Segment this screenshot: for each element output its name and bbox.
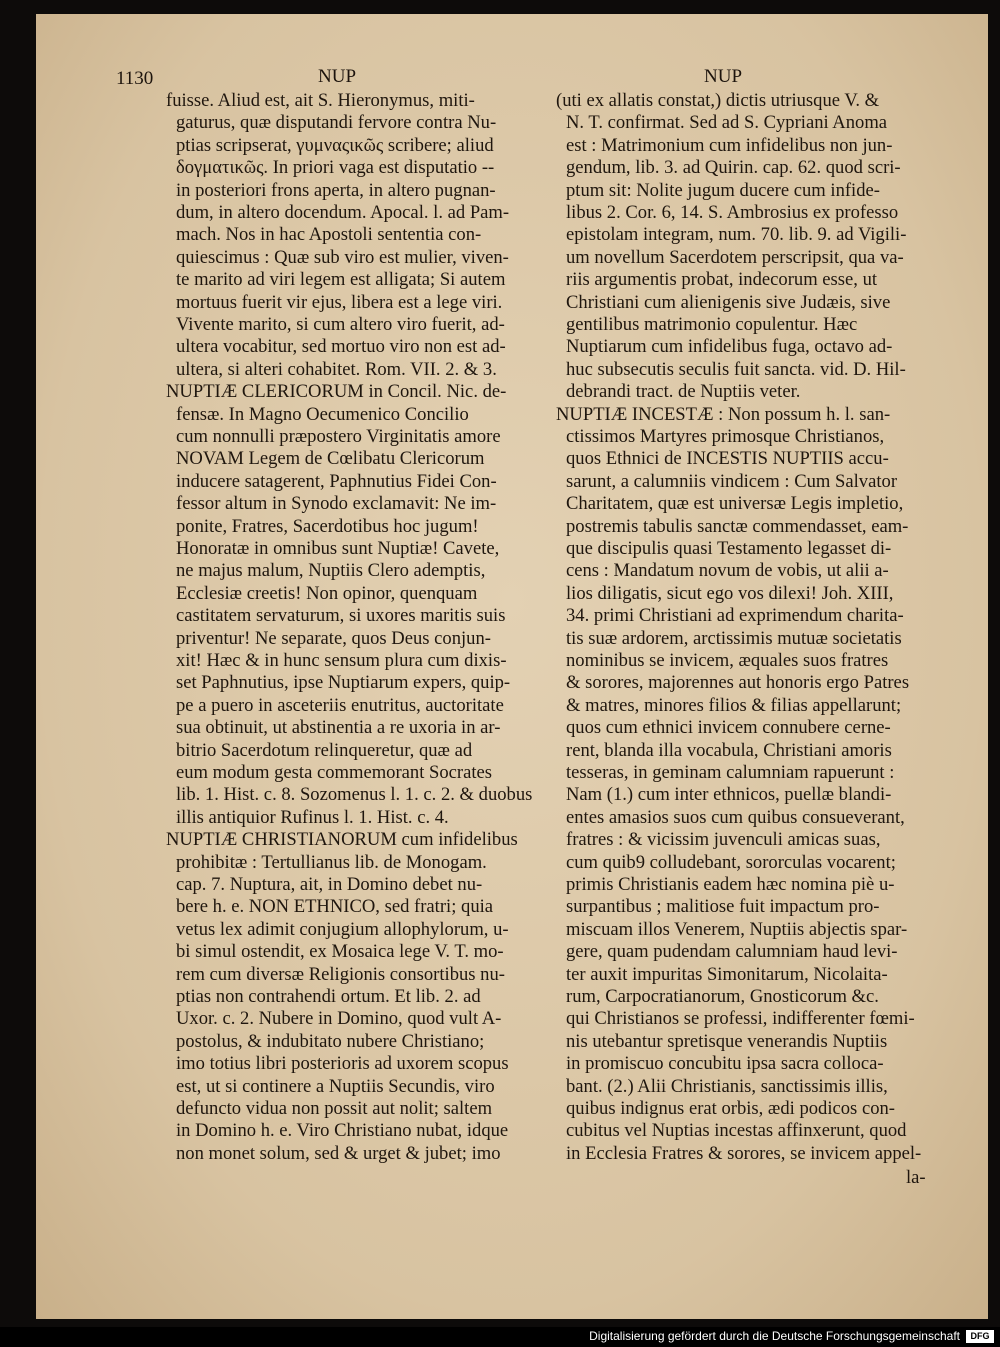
text-line: cum nonnulli præpostero Virginitatis amore xyxy=(176,426,501,447)
text-line: ultera vocabitur, sed mortuo viro non est ad- xyxy=(176,336,506,358)
text-line: primis Christianis eadem hæc nomina piè u- xyxy=(566,874,895,895)
text-line: mortuus fuerit vir ejus, libera est a lege viri. xyxy=(176,291,503,313)
text-line: set Paphnutius, ipse Nuptiarum expers, quip- xyxy=(176,672,511,694)
text-line: quos Ethnici de INCESTIS NUPTIIS accu- xyxy=(566,448,889,470)
text-line: cens : Mandatum novum de vobis, ut alii a- xyxy=(566,560,889,582)
text-line: bitrio Sacerdotum relinqueretur, quæ ad xyxy=(176,739,473,761)
text-line: NOVAM Legem de Cœlibatu Clericorum xyxy=(176,448,485,470)
left-text-column xyxy=(166,90,576,1180)
text-line: imo totius libri posterioris ad uxorem scopus xyxy=(176,1053,509,1075)
text-line: NUPTIÆ INCESTÆ : Non possum h. l. san- xyxy=(556,403,891,425)
text-line: Christiani cum alienigenis sive Judæis, sive xyxy=(566,291,891,313)
text-line: Nuptiarum cum infidelibus fuga, octavo ad- xyxy=(566,336,893,358)
text-line: Uxor. c. 2. Nubere in Domino, quod vult A- xyxy=(176,1008,502,1030)
text-line: libus 2. Cor. 6, 14. S. Ambrosius ex professo xyxy=(566,202,899,223)
text-line: ctissimos Martyres primosque Christianos, xyxy=(566,426,885,447)
text-line: que discipulis quasi Testamento legasset di- xyxy=(566,538,892,559)
text-line: fuisse. Aliud est, ait S. Hieronymus, miti- xyxy=(166,90,475,111)
text-line: & matres, minores filios & filias appellarunt; xyxy=(566,694,902,716)
text-line: ultera, si alteri cohabitet. Rom. VII. 2. & 3. xyxy=(176,358,497,380)
text-line: cap. 7. Nuptura, ait, in Domino debet nu- xyxy=(176,874,483,895)
text-line: eum modum gesta commemorant Socrates xyxy=(176,762,493,783)
text-line: lib. 1. Hist. c. 8. Sozomenus l. 1. c. 2. & duobus xyxy=(176,784,533,806)
text-line: huc subsecutis seculis fuit sancta. vid. D. Hil- xyxy=(566,358,906,380)
text-line: defuncto vidua non possit aut nolit; saltem xyxy=(176,1098,493,1119)
text-line: non monet solum, sed & urget & jubet; imo xyxy=(176,1142,501,1164)
text-line: bere h. e. NON ETHNICO, sed fratri; quia xyxy=(176,896,494,918)
text-line: mach. Nos in hac Apostoli sententia con- xyxy=(176,224,482,246)
text-line: NUPTIÆ CLERICORUM in Concil. Nic. de- xyxy=(166,381,507,403)
text-line: gendum, lib. 3. ad Quirin. cap. 62. quod scri- xyxy=(566,157,901,179)
page-number: 1130 xyxy=(116,68,154,89)
text-line: inducere satagerent, Paphnutius Fidei Con- xyxy=(176,470,497,492)
text-line: miscuam illos Venerem, Nuptiis abjectis spar- xyxy=(566,918,908,940)
footer-credit-text: Digitalisierung gefördert durch die Deutsche Forschungsgemeinschaft xyxy=(589,1329,960,1343)
text-line: quos cum ethnici invicem connubere cerne- xyxy=(566,717,891,739)
text-line: entes amasios suos cum quibus consueverant, xyxy=(566,806,905,828)
dfg-logo: DFG xyxy=(966,1330,994,1343)
text-line: ne majus malum, Nuptiis Clero ademptis, xyxy=(176,560,486,582)
text-line: ptias non contrahendi ortum. Et lib. 2. ad xyxy=(176,986,481,1007)
text-line: in promiscuo concubitu ipsa sacra colloca- xyxy=(566,1053,884,1075)
text-line: rum, Carpocratianorum, Gnosticorum &c. xyxy=(566,986,879,1007)
text-line: in Domino h. e. Viro Christiano nubat, idque xyxy=(176,1120,509,1142)
text-line: Ecclesiæ creetis! Non opinor, quenquam xyxy=(176,582,478,604)
text-line: in Ecclesia Fratres & sorores, se invicem appel- xyxy=(566,1142,922,1164)
text-line: ponite, Fratres, Sacerdotibus hoc jugum! xyxy=(176,515,479,537)
text-line: ptum sit: Nolite jugum ducere cum infide- xyxy=(566,179,880,201)
digitization-footer xyxy=(0,1327,1000,1347)
text-line: sarunt, a calumniis vindicem : Cum Salvator xyxy=(566,470,898,492)
text-line: fratres : & vicissim juvenculi amicas suas, xyxy=(566,829,881,851)
text-line: tesseras, in geminam calumniam rapuerunt : xyxy=(566,762,895,783)
text-line: gere, quam pudendam calumniam haud levi- xyxy=(566,941,898,963)
text-line: um novellum Sacerdotem perscripsit, qua va- xyxy=(566,246,904,268)
text-line: te marito ad viri legem est alligata; Si autem xyxy=(176,269,506,291)
text-line: xit! Hæc & in hunc sensum plura cum dixis- xyxy=(176,650,507,671)
text-line: est : Matrimonium cum infidelibus non jun- xyxy=(566,134,893,156)
text-line: Honoratæ in omnibus sunt Nuptiæ! Cavete, xyxy=(176,538,500,559)
text-line: debrandi tract. de Nuptiis veter. xyxy=(566,381,801,403)
text-line: fensæ. In Magno Oecumenico Concilio xyxy=(176,403,469,425)
text-line: Nam (1.) cum inter ethnicos, puellæ blandi- xyxy=(566,784,892,806)
text-line: gentilibus matrimonio copulentur. Hæc xyxy=(566,314,858,335)
text-line: quibus indignus erat orbis, ædi podicos con- xyxy=(566,1098,895,1119)
text-line: ter auxit impuritas Simonitarum, Nicolaita- xyxy=(566,963,888,985)
text-line: 34. primi Christiani ad exprimendum charita- xyxy=(566,605,904,627)
text-line: in posteriori frons aperta, in altero pugnan- xyxy=(176,179,496,201)
text-line: dum, in altero docendum. Apocal. l. ad Pam- xyxy=(176,202,510,223)
text-line: qui Christianos se professi, indifferenter fœmi- xyxy=(566,1008,915,1030)
text-line: castitatem servaturum, si uxores maritis suis xyxy=(176,605,506,627)
text-line: prohibitæ : Tertullianus lib. de Monogam. xyxy=(176,851,487,873)
text-line: fessor altum in Synodo exclamavit: Ne im- xyxy=(176,493,497,515)
text-line: NUPTIÆ CHRISTIANORUM cum infidelibus xyxy=(166,829,518,851)
book-page: 1130 NUP NUP fuisse. Aliud est, ait S. Hieronymus, miti- gaturus, quæ disputandi fervore contra Nu- ptias scripserat, γυμναςικῶς scribere; aliud δογματικῶς. In priori vaga est disputatio -- in posteriori frons aperta, in altero pugnan- dum, in altero docendum. Apocal. l. ad Pam- mach. Nos in hac Apostoli sententia con- quiescimus : Quæ sub viro est mulier, viven- te marito ad viri legem est alligata; Si autem mortuus fuerit vir ejus, libera est a lege viri. Vivente marito, si cum altero viro fuerit, ad- ultera vocabitur, sed mortuo viro non est ad- ultera, si alteri cohabitet. Rom. VII. 2. & 3. NUPTIÆ CLERICORUM in Concil. Nic. de- fensæ. In Magno Oecumenico Concilio cum nonnulli præpostero Virginitatis amore NOVAM Legem de Cœlibatu Clericorum inducere satagerent, Paphnutius Fidei Con- fessor altum in Synodo exclamavit: Ne im- ponite, Fratres, Sacerdotibus hoc jugum! Honoratæ in omnibus sunt Nuptiæ! Cavete, ne majus malum, Nuptiis Clero ademptis, Ecclesiæ creetis! Non opinor, quenquam castitatem servaturum, si uxores maritis suis priventur! Ne separate, quos Deus conjun- xit! Hæc & in hunc sensum plura cum dixis- set Paphnutius, ipse Nuptiarum expers, quip- pe a puero in asceteriis enutritus, auctoritate sua obtinuit, ut abstinentia a re uxoria in ar- bitrio Sacerdotum relinqueretur, quæ ad eum modum gesta commemorant Socrates lib. 1. Hist. c. 8. Sozomenus l. 1. c. 2. & duobus illis antiquior Rufinus l. 1. Hist. c. 4. NUPTIÆ CHRISTIANORUM cum infidelibus prohibitæ : Tertullianus lib. de Monogam. cap. 7. Nuptura, ait, in Domino debet nu- bere h. e. NON ETHNICO, sed fratri; quia vetus lex adimit conjugium allophylorum, u- bi simul ostendit, ex Mosaica lege V. T. mo- rem cum diversæ Religionis consortibus nu- ptias non contrahendi ortum. Et lib. 2. ad Uxor. c. 2. Nubere in Domino, quod vult A- postolus, & indubitato nubere Christiano; imo totius libri posterioris ad uxorem scopus est, ut si continere a Nuptiis Secundis, viro defuncto vidua non possit aut nolit; saltem in Domino h. e. Viro Christiano nubat, idque non monet solum, sed & urget & jubet; imo (uti ex allatis constat,) dictis utriusque V. & N. T. confirmat. Sed ad S. Cypriani Anoma est : Matrimonium cum infidelibus non jun- gendum, lib. 3. ad Quirin. cap. 62. quod scri- ptum sit: Nolite jugum ducere cum infide- libus 2. Cor. 6, 14. S. Ambrosius ex professo epistolam integram, num. 70. lib. 9. ad Vigili- um novellum Sacerdotem perscripsit, qua va- riis argumentis probat, indecorum esse, ut Christiani cum alienigenis sive Judæis, sive gentilibus matrimonio copulentur. Hæc Nuptiarum cum infidelibus fuga, octavo ad- huc subsecutis seculis fuit sancta. vid. D. Hil- debrandi tract. de Nuptiis veter. NUPTIÆ INCESTÆ : Non possum h. l. san- ctissimos Martyres primosque Christianos, quos Ethnici de INCESTIS NUPTIIS accu- sarunt, a calumniis vindicem : Cum Salvator Charitatem, quæ est universæ Legis impletio, postremis tabulis sanctæ commendasset, eam- que discipulis quasi Testamento legasset di- cens : Mandatum novum de vobis, ut alii a- lios diligatis, sicut ego vos dilexi! Joh. XIII, 34. primi Christiani ad exprimendum charita- tis suæ ardorem, arctissimis mutuæ societatis nominibus se invicem, æquales suos fratres & sorores, majorennes aut honoris ergo Patres & matres, minores filios & filias appellarunt; quos cum ethnici invicem connubere cerne- rent, blanda illa vocabula, Christiani amoris tesseras, in geminam calumniam rapuerunt : Nam (1.) cum inter ethnicos, puellæ blandi- entes amasios suos cum quibus consueverant, fratres : & vicissim juvenculi amicas suas, cum quib9 colludebant, sororculas vocarent; primis Christianis eadem hæc nomina piè u- surpantibus ; malitiose fuit impactum pro- miscuam illos Venerem, Nuptiis abjectis spar- gere, quam pudendam calumniam haud levi- ter auxit impuritas Simonitarum, Nicolaita- rum, Carpocratianorum, Gnosticorum &c. qui Christianos se professi, indifferenter fœmi- nis utebantur spretisque venerandis Nuptiis in promiscuo concubitu ipsa sacra colloca- bant. (2.) Alii Christianis, sanctissimis illis, quibus indignus erat orbis, ædi podicos con- cubitus vel Nuptias incestas affinxerunt, quod in Ecclesia Fratres & sorores, se invicem appel- la- xyxy=(36,14,988,1319)
text-line: illis antiquior Rufinus l. 1. Hist. c. 4. xyxy=(176,806,449,828)
text-line: N. T. confirmat. Sed ad S. Cypriani Anoma xyxy=(566,112,888,134)
text-line: bi simul ostendit, ex Mosaica lege V. T. mo- xyxy=(176,941,504,963)
text-line: cum quib9 colludebant, sororculas vocarent; xyxy=(566,851,896,873)
text-line: nominibus se invicem, æquales suos fratres xyxy=(566,650,889,671)
text-line: bant. (2.) Alii Christianis, sanctissimis illis, xyxy=(566,1075,888,1097)
running-head-left: NUP xyxy=(318,66,357,87)
text-line: epistolam integram, num. 70. lib. 9. ad Vigili- xyxy=(566,224,907,246)
text-line: gaturus, quæ disputandi fervore contra Nu- xyxy=(176,112,497,134)
text-line: postremis tabulis sanctæ commendasset, eam- xyxy=(566,515,909,537)
text-line: est, ut si continere a Nuptiis Secundis, viro xyxy=(176,1075,495,1097)
text-line: quiescimus : Quæ sub viro est mulier, viven- xyxy=(176,246,509,268)
text-line: sua obtinuit, ut abstinentia a re uxoria in ar- xyxy=(176,717,501,739)
text-line: Vivente marito, si cum altero viro fuerit, ad- xyxy=(176,314,505,335)
text-line: ptias scripserat, γυμναςικῶς scribere; aliud xyxy=(176,134,494,156)
text-line: tis suæ ardorem, arctissimis mutuæ societatis xyxy=(566,627,902,649)
running-head-right: NUP xyxy=(704,66,743,87)
right-text-column xyxy=(556,90,966,1180)
text-line: riis argumentis probat, indecorum esse, ut xyxy=(566,269,878,291)
text-line: δογματικῶς. In priori vaga est disputatio -- xyxy=(176,157,495,179)
text-line: surpantibus ; malitiose fuit impactum pro- xyxy=(566,896,880,918)
text-line: cubitus vel Nuptias incestas affinxerunt, quod xyxy=(566,1120,907,1142)
text-line: priventur! Ne separate, quos Deus conjun- xyxy=(176,627,491,649)
text-line: rent, blanda illa vocabula, Christiani amoris xyxy=(566,739,892,761)
text-line: & sorores, majorennes aut honoris ergo Patres xyxy=(566,672,910,694)
text-line: pe a puero in asceteriis enutritus, auctoritate xyxy=(176,694,504,716)
text-line: nis utebantur spretisque venerandis Nuptiis xyxy=(566,1030,888,1052)
text-line: vetus lex adimit conjugium allophylorum, u- xyxy=(176,918,509,940)
text-line: postolus, & indubitato nubere Christiano; xyxy=(176,1030,485,1052)
text-line: lios diligatis, sicut ego vos dilexi! Joh. XIII, xyxy=(566,582,894,604)
text-line: (uti ex allatis constat,) dictis utriusque V. & xyxy=(556,90,880,111)
text-line: rem cum diversæ Religionis consortibus nu- xyxy=(176,963,505,985)
text-line: Charitatem, quæ est universæ Legis impletio, xyxy=(566,493,904,515)
